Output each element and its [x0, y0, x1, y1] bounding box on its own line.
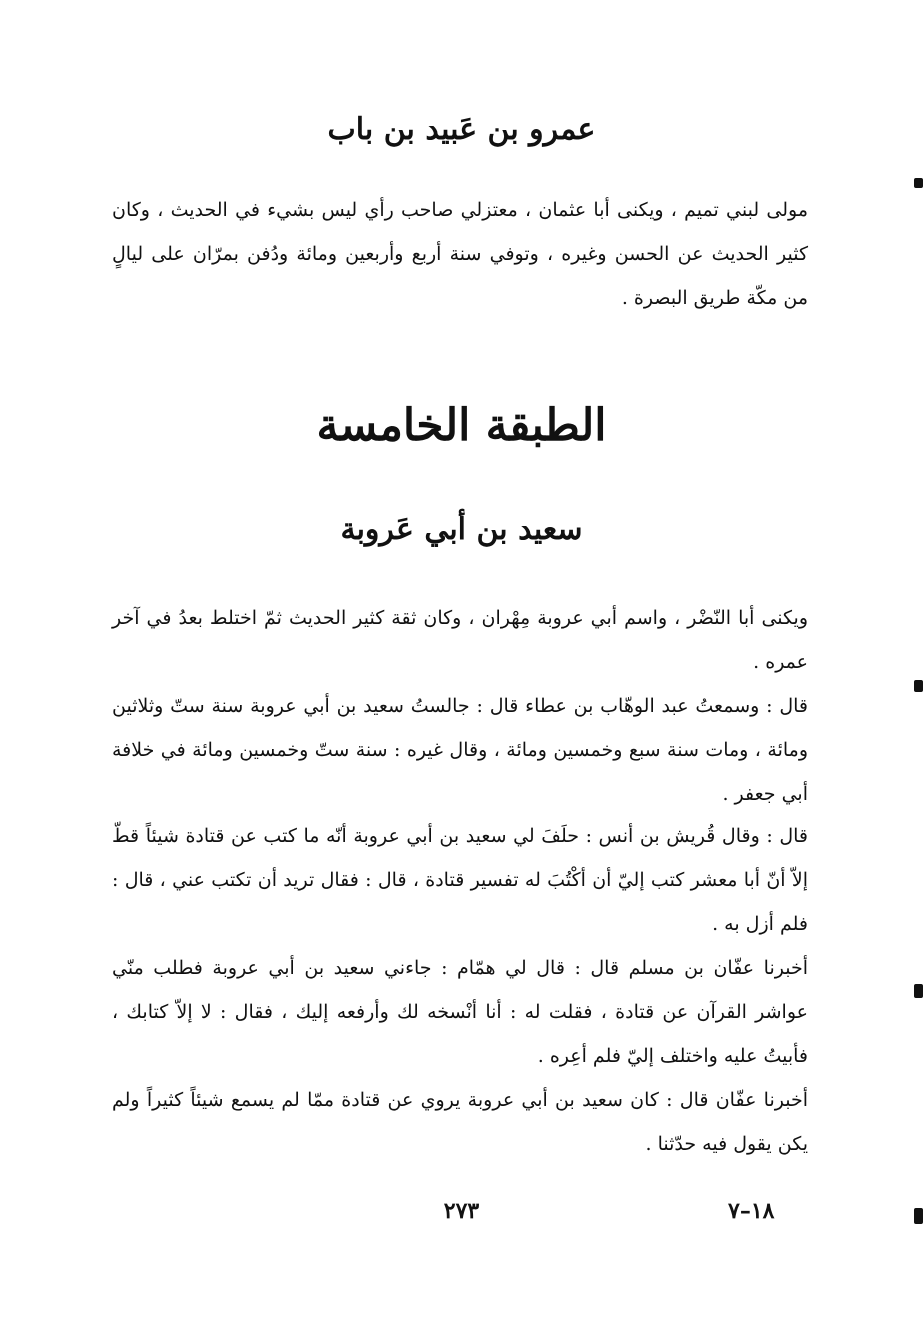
scan-edge-mark — [914, 1208, 923, 1224]
scan-edge-mark — [914, 984, 923, 998]
page-number: ٢٧٣ — [443, 1198, 480, 1224]
entry-paragraph: قال : وسمعتُ عبد الوهّاب بن عطاء قال : جالستُ سعيد بن أبي عروبة سنة ستّ وثلاثين ومائة ، ومات سنة سبع وخمسين ومائة ، وقال غيره : سنة ستّ وخمسين ومائة في خلافة أبي جعفر . — [112, 695, 808, 805]
signature-mark: ١٨–٧ — [728, 1198, 775, 1224]
entry-paragraph: أخبرنا عفّان قال : كان سعيد بن أبي عروبة يروي عن قتادة ممّا لم يسمع شيئاً كثيراً ولم يكن يقول فيه حدّثنا . — [112, 1089, 808, 1155]
entry-heading-amr: عمرو بن عَبيد بن باب — [327, 112, 596, 147]
scan-edge-mark — [914, 680, 923, 692]
entry-paragraph: ويكنى أبا النّضْر ، واسم أبي عروبة مِهْران ، وكان ثقة كثير الحديث ثمّ اختلط بعدُ في آخر عمره . — [112, 607, 808, 673]
entry-paragraph: مولى لبني تميم ، ويكنى أبا عثمان ، معتزلي صاحب رأي ليس بشيء في الحديث ، وكان كثير الحديث عن الحسن وغيره ، وتوفي سنة أربع وأربعين ومائة ودُفن بمرّان على ليالٍ من مكّة طريق البصرة . — [112, 199, 808, 309]
entry-paragraph: أخبرنا عفّان بن مسلم قال : قال لي همّام : جاءني سعيد بن أبي عروبة فطلب منّي عواشر القرآن عن قتادة ، فقلت له : أنا أنْسخه لك وأرفعه إليك ، فقال : لا إلاّ كتابك ، فأبيتُ عليه واختلف إليّ فلم أعِره . — [112, 957, 808, 1067]
section-title: الطبقة الخامسة — [316, 400, 607, 451]
entry-paragraph: قال : وقال قُريش بن أنس : حلَفَ لي سعيد بن أبي عروبة أنّه ما كتب عن قتادة شيئاً قطّ إلاّ أنّ أبا معشر كتب إليّ أن أكْتُبَ له تفسير قتادة ، قال : فقال تريد أن تكتب عني ، قال : فلم أزل به . — [112, 825, 808, 935]
entry-heading-said: سعيد بن أبي عَروبة — [340, 512, 583, 547]
scan-edge-mark — [914, 178, 923, 188]
